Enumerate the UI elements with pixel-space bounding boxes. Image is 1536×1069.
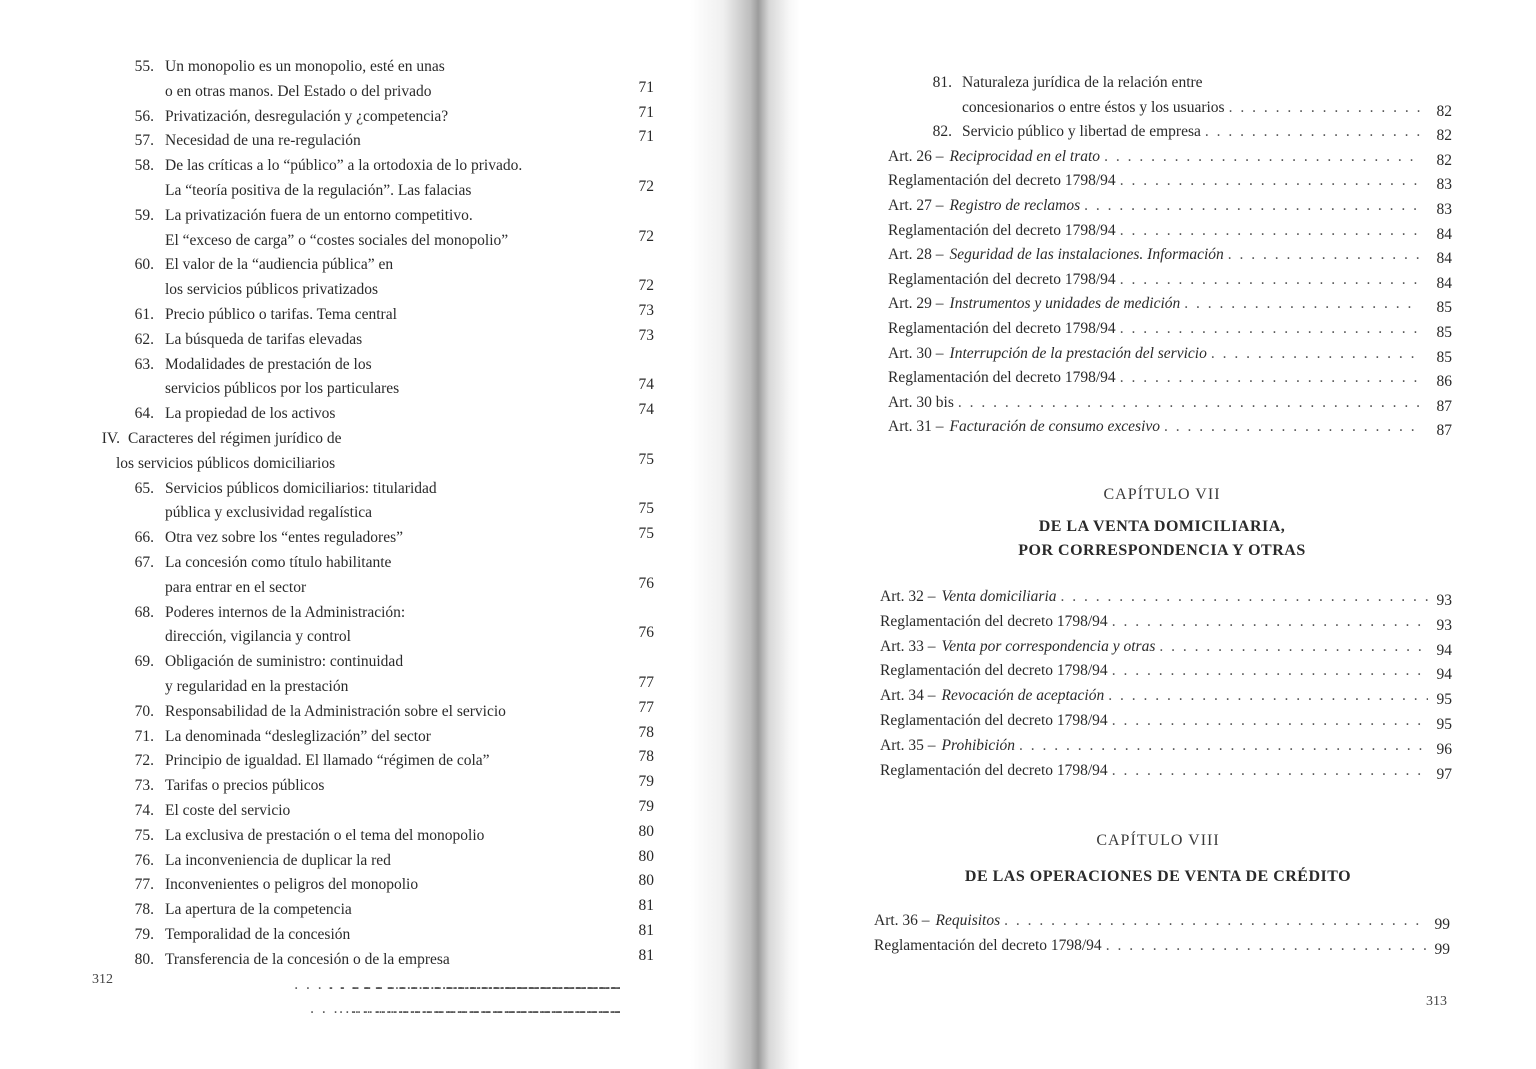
toc-article-label: Reglamentación del decreto 1798/94: [888, 172, 1116, 190]
toc-entry-text: La denominada “desleglización” del sector: [165, 727, 431, 745]
toc-dot-leader: [1211, 345, 1420, 363]
toc-entry-number: 80.: [134, 950, 154, 968]
toc-entry-text: Principio de igualdad. El llamado “régimen de cola”: [165, 752, 490, 770]
toc-page-number: 75: [638, 450, 654, 468]
toc-entry-text: Modalidades de prestación de los: [165, 355, 372, 373]
toc-dot-leader: [1061, 588, 1429, 606]
toc-dot-leader: [1164, 418, 1420, 436]
toc-dot-leader: [352, 1000, 620, 1018]
toc-entry-number: IV.: [101, 430, 120, 447]
toc-page-number: 73: [638, 326, 654, 344]
toc-entry-text: La búsqueda de tarifas elevadas: [165, 330, 363, 348]
toc-entry-text: Servicios públicos domiciliarios: titularidad: [165, 479, 437, 497]
toc-page-number: 84: [1436, 225, 1452, 243]
toc-page-number: 83: [1436, 176, 1452, 194]
toc-entry-text: concesionarios o entre éstos y los usuarios: [962, 98, 1225, 116]
toc-article-label: Reglamentación del decreto 1798/94: [888, 369, 1116, 387]
toc-entry-text: La propiedad de los activos: [165, 405, 336, 423]
toc-article-label: Art. 26 –: [888, 147, 944, 165]
toc-entry-text: dirección, vigilancia y control: [165, 628, 351, 646]
toc-entry-text: Tarifas o precios públicos: [165, 777, 325, 795]
toc-article-label: Art. 30 –: [888, 344, 944, 362]
toc-entry-text: La inconveniencia de duplicar la red: [165, 851, 391, 869]
toc-entry-number: 78.: [134, 901, 154, 919]
toc-dot-leader: [1112, 662, 1428, 680]
toc-page-number: 71: [638, 103, 654, 121]
chapter-7-label: CAPÍTULO VII: [1103, 486, 1221, 503]
toc-page-number: 72: [638, 178, 654, 195]
chapter-7-title-line-1: DE LA VENTA DOMICILIARIA,: [1038, 518, 1286, 535]
toc-entry-number: 59.: [134, 206, 154, 224]
toc-entry-number: 77.: [134, 876, 154, 894]
toc-entry-number: 75.: [134, 826, 154, 844]
toc-entry-text: La concesión como título habilitante: [165, 554, 392, 571]
toc-dot-leader: [454, 976, 620, 994]
toc-page-number: 75: [638, 500, 654, 518]
toc-page-number: 84: [1436, 274, 1452, 292]
toc-entry-text: El “exceso de carga” o “costes sociales del monopolio”: [165, 231, 509, 249]
toc-entry-number: 70.: [134, 702, 154, 720]
toc-entry-text: Caracteres del régimen jurídico de: [128, 430, 342, 447]
toc-entry-number: 57.: [134, 132, 154, 150]
toc-article-title: Registro de reclamos: [949, 197, 1081, 214]
page-folio-left: 312: [92, 972, 113, 987]
toc-entry-text: Otra vez sobre los “entes reguladores”: [165, 529, 403, 547]
toc-dot-leader: [1184, 295, 1420, 313]
toc-dot-leader: [1112, 712, 1428, 730]
toc-article-title: Prohibición: [941, 736, 1016, 754]
toc-entry-text: De las críticas a lo “público” a la ortodoxia de lo privado.: [165, 157, 523, 175]
toc-entry-text: Temporalidad de la concesión: [165, 926, 351, 943]
toc-page-number: 93: [1436, 616, 1452, 634]
toc-article-label: Art. 27 –: [888, 197, 944, 214]
toc-entry-number: 62.: [134, 330, 154, 348]
toc-page-number: 96: [1436, 740, 1452, 758]
toc-entry-text: La apertura de la competencia: [165, 901, 352, 919]
toc-dot-leader: [1108, 687, 1428, 705]
toc-page-number: 72: [638, 227, 654, 245]
toc-page-number: 85: [1436, 348, 1452, 366]
toc-entry-text: El valor de la “audiencia pública” en: [165, 256, 394, 274]
toc-article-label: Reglamentación del decreto 1798/94: [888, 320, 1116, 337]
toc-entry-text: Servicio público y libertad de empresa: [962, 123, 1201, 141]
toc-entry-number: 67.: [134, 554, 154, 571]
toc-page-number: 71: [638, 78, 654, 96]
toc-entry-number: 63.: [134, 355, 154, 373]
toc-entry-text: servicios públicos por los particulares: [165, 380, 400, 398]
toc-entry-number: 56.: [134, 107, 154, 125]
toc-dot-leader: [1229, 99, 1420, 117]
toc-article-title: Venta domiciliaria: [941, 588, 1057, 605]
toc-page-number: 97: [1436, 765, 1452, 783]
toc-page-number: 76: [638, 624, 654, 642]
toc-article-label: Reglamentación del decreto 1798/94: [880, 612, 1108, 630]
page-folio-right: 313: [1426, 994, 1447, 1009]
toc-dot-leader: [1004, 912, 1426, 930]
toc-article-label: Art. 29 –: [888, 295, 944, 313]
toc-entry-number: 61.: [134, 306, 154, 323]
toc-entry-text: pública y exclusividad regalística: [165, 504, 373, 522]
toc-page-number: 82: [1436, 151, 1452, 169]
toc-dot-leader: [1159, 638, 1428, 656]
toc-page-number: 84: [1436, 250, 1452, 268]
toc-article-label: Art. 35 –: [880, 736, 936, 754]
toc-page-number: 99: [1434, 916, 1450, 933]
toc-page-number: 72: [638, 277, 654, 295]
toc-entry-text: La “teoría positiva de la regulación”. Las falacias: [165, 182, 472, 199]
toc-dot-leader: [1120, 369, 1420, 387]
toc-entry-number: 71.: [134, 727, 154, 745]
book-spine-shadow: [690, 0, 800, 1069]
toc-page-number: 81: [638, 946, 654, 964]
toc-dot-leader: [1120, 320, 1420, 338]
toc-page-number: 82: [1436, 127, 1452, 145]
toc-article-title: Revocación de aceptación: [941, 687, 1105, 705]
toc-page-number: 94: [1436, 666, 1452, 684]
toc-page-number: 94: [1436, 641, 1452, 659]
toc-page-number: 79: [638, 798, 654, 815]
toc-article-label: Reglamentación del decreto 1798/94: [874, 936, 1102, 954]
chapter-8-title: DE LAS OPERACIONES DE VENTA DE CRÉDITO: [964, 868, 1352, 885]
toc-dot-leader: [1120, 172, 1420, 190]
toc-article-title: Venta por correspondencia y otras: [941, 637, 1156, 655]
toc-page-number: 93: [1436, 592, 1452, 609]
toc-page-number: 83: [1436, 201, 1452, 218]
toc-entry-number: 74.: [134, 802, 154, 819]
toc-page-number: 79: [638, 773, 654, 791]
toc-page-number: 87: [1436, 397, 1452, 415]
toc-dot-leader: [1104, 148, 1420, 166]
toc-entry-text: Responsabilidad de la Administración sobre el servicio: [165, 702, 506, 720]
left-page: [0, 0, 720, 1069]
toc-article-label: Reglamentación del decreto 1798/94: [880, 761, 1108, 779]
toc-entry-number: 55.: [134, 58, 154, 75]
toc-article-label: Art. 36 –: [874, 912, 930, 929]
toc-article-label: Art. 28 –: [888, 246, 944, 264]
toc-article-label: Reglamentación del decreto 1798/94: [888, 270, 1116, 288]
toc-dot-leader: [958, 394, 1420, 412]
toc-entry-text: Obligación de suministro: continuidad: [165, 653, 404, 671]
toc-page-number: 87: [1436, 422, 1452, 440]
toc-entry-text: Privatización, desregulación y ¿competencia?: [165, 107, 449, 125]
toc-dot-leader: [1112, 613, 1428, 631]
toc-dot-leader: [1120, 222, 1420, 240]
toc-entry-number: 76.: [134, 851, 154, 869]
toc-entry-number: 60.: [134, 256, 154, 274]
toc-page-number: 77: [638, 674, 654, 691]
toc-article-title: Requisitos: [935, 912, 1001, 929]
toc-page-number: 80: [638, 847, 654, 865]
toc-entry-number: 58.: [134, 157, 154, 175]
toc-page-number: 95: [1436, 716, 1452, 733]
toc-entry-text: Necesidad de una re-regulación: [165, 132, 361, 150]
toc-page-number: 85: [1436, 324, 1452, 341]
toc-entry-number: 66.: [134, 529, 154, 547]
toc-page-number: 71: [638, 128, 654, 146]
toc-page-number: 80: [638, 872, 654, 890]
toc-entry-number: 64.: [134, 405, 154, 423]
chapter-8-label: CAPÍTULO VIII: [1096, 832, 1220, 849]
toc-entry-text: La exclusiva de prestación o el tema del monopolio: [165, 826, 485, 844]
toc-entry-number: 68.: [134, 603, 154, 621]
toc-dot-leader: [1120, 271, 1420, 289]
toc-entry-number: 69.: [134, 653, 154, 671]
toc-entry-text: Transferencia de la concesión o de la empresa: [165, 950, 450, 968]
toc-article-label: Art. 33 –: [880, 637, 936, 655]
toc-page-number: 78: [638, 723, 654, 741]
toc-page-number: 81: [638, 922, 654, 939]
toc-page-number: 81: [638, 897, 654, 915]
toc-article-label: Art. 32 –: [880, 588, 936, 605]
toc-entry-number: 82.: [932, 123, 952, 141]
toc-entry-number: 79.: [134, 926, 154, 943]
toc-page-number: 78: [638, 748, 654, 766]
toc-dot-leader: [1106, 937, 1426, 955]
toc-article-label: Art. 31 –: [888, 418, 944, 436]
toc-page-number: 99: [1434, 940, 1450, 958]
toc-page-number: 74: [638, 401, 654, 419]
toc-article-title: Facturación de consumo excesivo: [949, 418, 1161, 436]
toc-entry-text: los servicios públicos domiciliarios: [116, 454, 336, 472]
toc-entry-text: Naturaleza jurídica de la relación entre: [962, 74, 1203, 91]
toc-article-title: Reciprocidad en el trato: [949, 147, 1101, 165]
toc-article-title: Instrumentos y unidades de medición: [949, 295, 1181, 313]
toc-article-label: Art. 30 bis: [888, 393, 954, 411]
toc-page-number: 73: [638, 302, 654, 319]
toc-page-number: 86: [1436, 373, 1452, 391]
toc-entry-text: Inconvenientes o peligros del monopolio: [165, 876, 419, 894]
toc-page-number: 95: [1436, 691, 1452, 709]
toc-dot-leader: [1084, 197, 1420, 215]
toc-entry-number: 81.: [932, 74, 952, 91]
toc-page-number: 80: [638, 822, 654, 840]
toc-article-label: Art. 34 –: [880, 687, 936, 705]
toc-dot-leader: [1019, 737, 1428, 755]
toc-page-number: 85: [1436, 299, 1452, 317]
toc-page-number: 74: [638, 376, 654, 394]
toc-entry-number: 65.: [134, 479, 154, 497]
chapter-7-title-line-2: POR CORRESPONDENCIA Y OTRAS: [1018, 542, 1306, 559]
toc-dot-leader: [1112, 762, 1428, 780]
toc-entry-text: Precio público o tarifas. Tema central: [165, 306, 397, 323]
toc-entry-text: Poderes internos de la Administración:: [165, 603, 406, 621]
toc-article-label: Reglamentación del decreto 1798/94: [880, 712, 1108, 729]
toc-article-title: Interrupción de la prestación del servicio: [949, 344, 1207, 362]
toc-entry-text: El coste del servicio: [165, 802, 291, 819]
toc-entry-text: los servicios públicos privatizados: [165, 281, 379, 299]
toc-article-title: Seguridad de las instalaciones. Información: [949, 246, 1224, 264]
toc-article-label: Reglamentación del decreto 1798/94: [888, 221, 1116, 239]
toc-page-number: 75: [638, 525, 654, 543]
toc-entry-text: Un monopolio es un monopolio, esté en unas: [165, 58, 445, 75]
toc-page-number: 82: [1436, 102, 1452, 120]
right-page: [800, 0, 1536, 1069]
toc-entry-number: 73.: [134, 777, 154, 795]
toc-entry-text: o en otras manos. Del Estado o del privado: [165, 82, 432, 100]
toc-entry-text: La privatización fuera de un entorno competitivo.: [165, 206, 473, 224]
toc-dot-leader: [1205, 123, 1420, 141]
toc-article-label: Reglamentación del decreto 1798/94: [880, 662, 1108, 680]
toc-entry-text: y regularidad en la prestación: [165, 678, 349, 695]
toc-entry-number: 72.: [134, 752, 154, 770]
toc-entry-text: para entrar en el sector: [165, 578, 307, 596]
toc-page-number: 76: [638, 574, 654, 592]
toc-dot-leader: [1228, 246, 1420, 264]
toc-page-number: 77: [638, 698, 654, 716]
